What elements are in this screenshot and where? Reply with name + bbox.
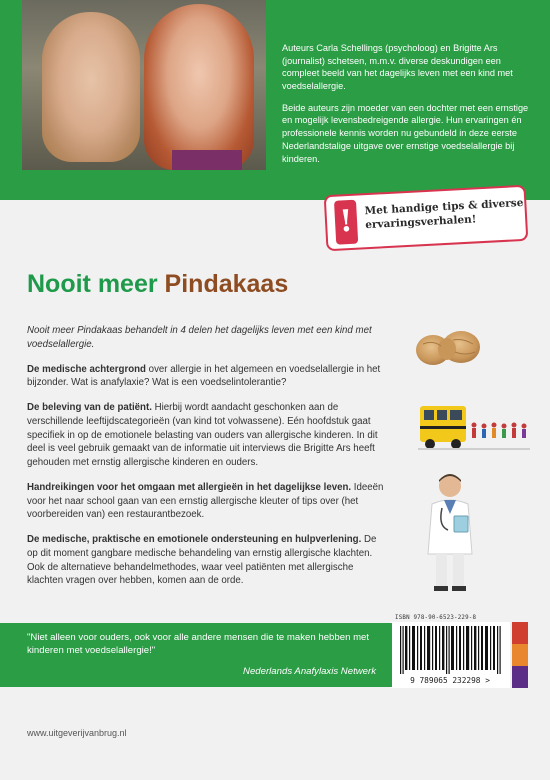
tips-badge-text: Met handige tips & diverse ervaringsverhalen! [364,196,524,232]
author-photo-clothing [172,150,242,170]
peanut-image [413,326,483,372]
book-title [27,270,288,299]
author-photo-right [144,4,254,170]
school-bus-image [418,398,530,454]
authors-bio-paragraph-2: Beide auteurs zijn moeder van een dochter met een ernstige en mogelijk levensbedreigende allergie. Hun ervaringen én professionele kennis worden nu gebundeld in deze eerste Nederlandstalige uitgave over ernstige voedselallergie bij kinderen. [282,102,529,164]
section-heading: De beleving van de patiënt. [27,402,152,414]
doctor-image [418,470,482,594]
authors-bio [282,42,534,174]
book-title-part1: Nooit meer [27,270,158,298]
barcode-image [398,626,502,674]
publisher-url: www.uitgeverijvanbrug.nl [27,728,127,738]
section-patient-experience [27,401,385,470]
color-bar [512,622,528,688]
section-heading: Handreikingen voor het omgaan met allergieën in het dagelijkse leven. [27,481,352,493]
section-daily-life [27,481,385,522]
authors-photo [22,0,266,170]
section-heading: De medische, praktische en emotionele ondersteuning en hulpverlening. [27,534,362,546]
color-bar-red [512,622,528,644]
quote-banner [0,623,392,687]
quote-text: "Niet alleen voor ouders, ook voor alle andere mensen die te maken hebben met kinderen met voedselallergie!" [27,632,370,656]
section-text: De op dit moment gangbare medische behandeling van ernstig allergische klachten. Ook de alternatieve behandelmethodes, waar veel patiënten met allergische klachten vragen over hebben, komen aan de orde. [27,534,377,587]
isbn-label: ISBN 978-90-6523-229-8 [395,615,477,621]
authors-bio-paragraph-1: Auteurs Carla Schellings (psycholoog) en Brigitte Ars (journalist) schetsen, m.m.v. diverse deskundigen een compleet beeld van het dagelijks leven met een kind met voedselallergie. [282,43,513,92]
section-text: Hierbij wordt aandacht geschonken aan de verschillende leeftijdscategorieën (van kind tot volwassene). Eén hoofdstuk gaat specifiek in op de emotionele belasting van ouders van allergische kinderen. In dit deel is veel gebruik gemaakt van de informatie uit interviews die Brigitte Ars heeft gehouden met ernstig allergische kinderen en ouders. [27,402,378,469]
barcode-number: 9 789065 232298 > [410,676,490,685]
tips-badge [324,185,529,251]
section-text: over allergie in het algemeen en voedselallergie in het bijzonder. Wat is anafylaxie? Wat is een voedselintolerantie? [27,363,381,389]
author-photo-left [42,12,140,162]
book-title-part2: Pindakaas [164,270,289,298]
barcode [390,622,510,688]
body-text [27,324,385,599]
color-bar-purple [512,666,528,688]
section-heading: De medische achtergrond [27,363,146,375]
color-bar-orange [512,644,528,666]
section-text: Ideeën voor het naar school gaan van een ernstig allergische kleuter of tips over (het voorbereiden van) een restaurantbezoek. [27,481,384,521]
section-support [27,533,385,588]
quote-source: Nederlands Anafylaxis Netwerk [243,666,376,677]
intro-paragraph: Nooit meer Pindakaas behandelt in 4 delen het dagelijks leven met een kind met voedselallergie. [27,325,372,350]
section-medical-background [27,363,385,391]
exclamation-icon: ! [334,200,358,245]
